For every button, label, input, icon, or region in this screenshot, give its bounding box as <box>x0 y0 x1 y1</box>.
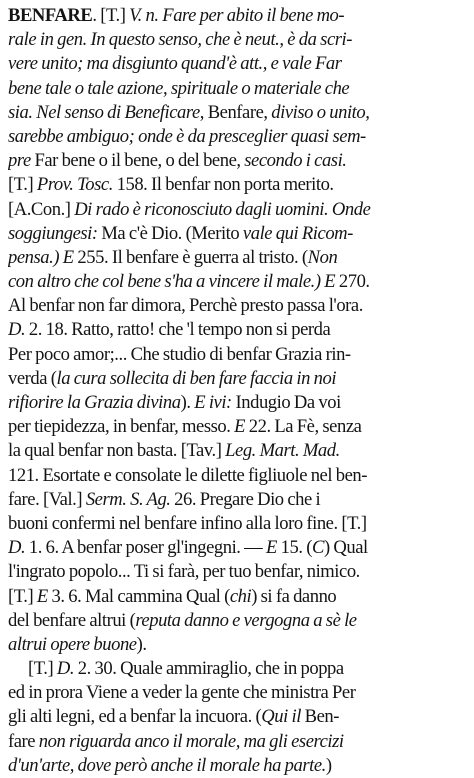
text-line <box>8 391 468 415</box>
text-line <box>8 730 468 754</box>
text-line <box>8 101 468 125</box>
text-line <box>8 633 468 657</box>
text-segment: Per poco amor;... Che studio di benfar Grazia rin- <box>8 343 351 365</box>
italic-text-segment: diviso o unito, <box>271 101 370 123</box>
text-segment: [T.] <box>8 174 37 196</box>
text-segment: verda ( <box>8 367 57 389</box>
italic-text-segment: E <box>62 246 74 268</box>
italic-text-segment: D. <box>8 537 26 559</box>
italic-text-segment: Serm. S. Ag. <box>85 488 171 510</box>
text-line <box>8 77 468 101</box>
text-segment: 255. Il benfare è guerra al tristo. ( <box>73 246 308 268</box>
italic-text-segment: vale qui Ricom- <box>242 222 353 244</box>
text-segment: gli alti legni, ed a benfar la incuora. ( <box>8 706 262 728</box>
italic-text-segment: soggiungesi: <box>8 222 102 244</box>
text-line <box>8 246 468 270</box>
italic-text-segment: E <box>234 416 246 438</box>
italic-text-segment: pre <box>8 150 35 172</box>
text-line <box>8 4 468 28</box>
italic-text-segment: Qui il <box>261 706 305 728</box>
italic-text-segment: rifiorire la Grazia divina <box>8 392 181 413</box>
text-segment: del benfare altrui ( <box>8 609 136 631</box>
text-segment: . [T.] <box>92 5 130 26</box>
italic-text-segment: E <box>266 537 277 559</box>
text-segment: la qual benfar non basta. [Tav.] <box>8 440 226 462</box>
text-segment: [T.] <box>8 585 37 607</box>
italic-text-segment: vere unito; ma disgiunto quand'è att., e vale Far <box>8 53 342 75</box>
italic-text-segment: E ivi: <box>194 392 232 413</box>
italic-text-segment: Prov. Tosc. <box>36 174 113 196</box>
text-segment: ed in prora Viene a veder la gente che ministra Per <box>8 682 356 704</box>
text-segment: , Benfare, <box>199 101 272 123</box>
italic-text-segment: rale in gen. In questo senso, che è neut., è da scri- <box>8 29 352 51</box>
text-segment: l'ingrato popolo... Ti si farà, per tuo benfar, nimico. <box>8 561 360 583</box>
text-line <box>8 585 468 609</box>
text-line <box>8 367 468 391</box>
italic-text-segment: non riguarda anco il morale, ma gli esercizi <box>38 730 344 752</box>
text-line <box>8 270 468 294</box>
text-segment: 1. 6. A benfar poser gl'ingegni. — <box>25 537 267 559</box>
italic-text-segment: D. <box>8 319 26 341</box>
italic-text-segment: secondo i casi. <box>244 150 347 172</box>
text-line <box>8 28 468 52</box>
text-segment: Al benfar non far dimora, Perchè presto passa l'ora. <box>8 295 363 317</box>
italic-text-segment: reputa danno e vergogna a sè le <box>135 609 357 631</box>
text-line <box>8 439 468 463</box>
text-segment: fare <box>8 730 39 752</box>
text-segment: 26. Pregare Dio che i <box>170 488 321 510</box>
text-line <box>8 464 468 488</box>
text-segment: 2. 18. Ratto, ratto! che 'l tempo non si perda <box>25 319 331 341</box>
text-segment: 2. 30. Quale ammiraglio, che in poppa <box>74 658 344 680</box>
italic-text-segment: altrui opere buone <box>8 633 137 655</box>
text-segment: [A.Con.] <box>8 198 75 220</box>
text-line <box>8 560 468 584</box>
text-segment: 3. 6. Mal cammina Qual ( <box>47 585 230 607</box>
text-segment: ). <box>136 633 147 655</box>
text-segment: 121. Esortate e consolate le dilette figliuole nel ben- <box>8 464 368 486</box>
text-segment: ). <box>180 392 195 413</box>
text-segment: buoni confermi nel benfare infino alla loro fine. [T.] <box>8 512 367 534</box>
italic-text-segment: C <box>311 537 324 559</box>
text-line <box>8 609 468 633</box>
italic-text-segment: D. <box>56 658 75 680</box>
text-line <box>8 536 468 560</box>
text-segment: 15. ( <box>276 537 312 559</box>
italic-text-segment: bene tale o tale azione, spirituale o materiale che <box>8 77 350 99</box>
text-line <box>8 343 468 367</box>
text-line <box>8 754 468 778</box>
text-segment: Indugio Da voi <box>231 392 341 413</box>
text-segment: Far bene o il bene, o del bene, <box>34 150 245 172</box>
italic-text-segment: sia. Nel senso di Beneficare <box>8 101 200 123</box>
text-line <box>8 415 468 439</box>
italic-text-segment: V. n. Fare per abito il bene mo- <box>129 5 345 26</box>
text-line <box>8 512 468 536</box>
italic-text-segment: chi <box>229 585 252 607</box>
text-line <box>8 681 468 705</box>
italic-text-segment: Leg. Mart. Mad. <box>225 440 340 462</box>
text-segment: ) Qual <box>323 537 368 559</box>
italic-text-segment: la cura sollecita di ben fare faccia in noi <box>56 367 337 389</box>
italic-text-segment: d'un'arte, dove però anche il morale ha parte. <box>8 754 326 776</box>
text-segment: [T.] <box>28 658 57 680</box>
italic-text-segment: con altro che col bene s'ha a vincere il male.) <box>8 271 325 293</box>
text-line <box>8 657 468 681</box>
text-segment: Ben- <box>304 706 339 728</box>
text-line <box>8 705 468 729</box>
italic-text-segment: Non <box>307 246 338 268</box>
text-segment: 22. La Fè, senza <box>245 416 362 438</box>
text-line <box>8 52 468 76</box>
italic-text-segment: Di rado è riconosciuto dagli uomini. Onde <box>74 198 371 220</box>
italic-text-segment: E <box>36 585 48 607</box>
text-line <box>8 488 468 512</box>
text-line <box>8 198 468 222</box>
text-line <box>8 222 468 246</box>
text-line <box>8 294 468 318</box>
headword: BENFARE <box>8 5 93 26</box>
text-line <box>8 318 468 342</box>
italic-text-segment: pensa.) <box>8 246 63 268</box>
text-segment: ) <box>325 754 332 776</box>
text-segment: per tiepidezza, in benfar, messo. <box>8 416 235 438</box>
text-segment: ) si fa danno <box>251 585 337 607</box>
text-segment: 270. <box>335 271 370 293</box>
text-segment: fare. [Val.] <box>8 488 86 510</box>
italic-text-segment: sarebbe ambiguo; onde è da presceglier quasi sem- <box>8 125 366 147</box>
text-line <box>8 125 468 149</box>
text-segment: 158. Il benfar non porta merito. <box>112 174 334 196</box>
text-segment: Ma c'è Dio. (Merito <box>101 222 243 244</box>
text-line <box>8 173 468 197</box>
text-line <box>8 149 468 173</box>
italic-text-segment: E <box>324 271 336 293</box>
